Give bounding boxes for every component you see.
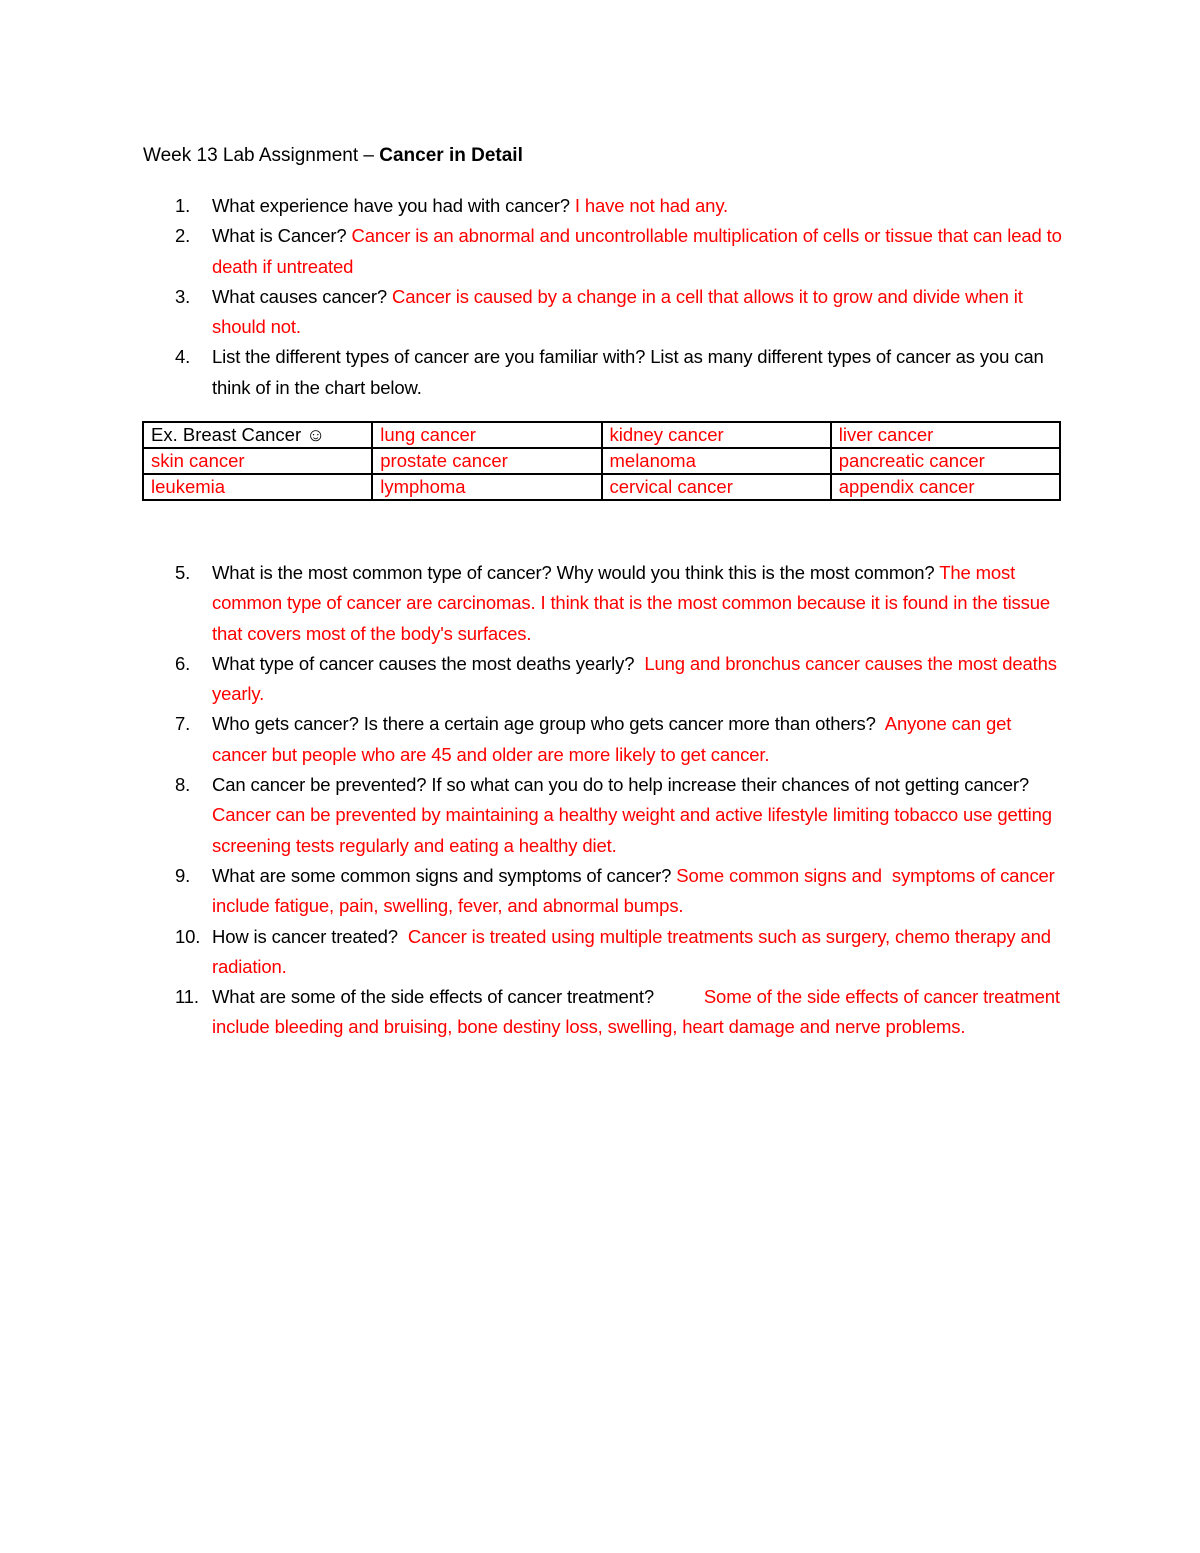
question-item — [0, 558, 1200, 649]
question-text: What type of cancer causes the most deaths yearly? — [212, 652, 645, 674]
question-text: What are some of the side effects of cancer treatment? — [212, 986, 704, 1008]
table-cell: prostate cancer — [372, 448, 601, 474]
cancer-types-table — [142, 421, 1061, 501]
question-item — [0, 282, 1200, 343]
answer-text: Cancer is caused by a change in a cell that allows it to grow and divide when it should not. — [212, 285, 1028, 338]
answer-text: Anyone can get cancer but people who are 45 and older are more likely to get cancer. — [212, 713, 1017, 765]
question-text: How is cancer treated? — [212, 925, 408, 947]
table-row — [143, 448, 1060, 474]
question-number: 4. — [175, 346, 191, 368]
question-text: What are some common signs and symptoms of cancer? — [212, 864, 677, 886]
question-number: 2. — [175, 225, 191, 247]
question-text: What is the most common type of cancer? Why would you think this is the most common? — [212, 562, 940, 583]
question-number: 1. — [175, 195, 191, 216]
question-item — [0, 649, 1200, 710]
answer-text: I have not had any. — [574, 195, 729, 216]
question-number: 5. — [175, 562, 191, 583]
answer-text: Some of the side effects of cancer treatment include bleeding and bruising, bone destiny loss, swelling, heart damage and nerve problems. — [212, 986, 1065, 1038]
question-list-part1 — [0, 191, 1200, 403]
question-number: 11. — [175, 986, 199, 1008]
question-number: 8. — [175, 774, 191, 796]
question-number: 9. — [175, 864, 191, 886]
question-number: 3. — [175, 285, 191, 307]
question-item — [0, 342, 1200, 403]
question-number: 10. — [175, 925, 201, 947]
question-text: Who gets cancer? Is there a certain age group who gets cancer more than others? — [212, 713, 885, 735]
answer-text: Cancer is treated using multiple treatments such as surgery, chemo therapy and radiation. — [212, 925, 1056, 977]
title-prefix: Week 13 Lab Assignment – — [143, 145, 380, 166]
table-cell: kidney cancer — [602, 422, 831, 448]
table-cell: melanoma — [602, 448, 831, 474]
question-item — [0, 770, 1200, 861]
question-text: What is Cancer? — [212, 225, 352, 247]
table-row — [143, 474, 1060, 500]
table-cell: leukemia — [143, 474, 372, 500]
table-cell: lung cancer — [372, 422, 601, 448]
question-number: 6. — [175, 652, 191, 674]
question-text: What causes cancer? — [212, 285, 393, 307]
question-text: Can cancer be prevented? If so what can you do to help increase their chances of not getting cancer? — [212, 774, 1079, 796]
question-item — [0, 221, 1200, 282]
answer-text: The most common type of cancer are carcinomas. I think that is the most common because it is found in the tissue that covers most of the body's surfaces. — [212, 562, 1056, 644]
answer-text: Cancer is an abnormal and uncontrollable multiplication of cells or tissue that can lead to death if untreated — [212, 225, 1067, 277]
question-number: 7. — [175, 713, 191, 735]
table-cell-example: Ex. Breast Cancer ☺ — [143, 422, 372, 448]
assignment-title — [143, 143, 523, 169]
question-item — [0, 922, 1200, 983]
title-topic: Cancer in Detail — [379, 145, 523, 166]
answer-text: Cancer can be prevented by maintaining a healthy weight and active lifestyle limiting tobacco use getting screening tests regularly and eating a healthy diet. — [212, 804, 1057, 856]
question-item — [0, 861, 1200, 922]
table-cell: pancreatic cancer — [831, 448, 1060, 474]
table-cell: appendix cancer — [831, 474, 1060, 500]
question-item — [0, 191, 1200, 221]
question-text: What experience have you had with cancer? — [212, 195, 575, 216]
answer-text: Lung and bronchus cancer causes the most deaths yearly. — [212, 652, 1062, 705]
question-text: List the different types of cancer are you familiar with? List as many different types of cancer as you can think of in the chart below. — [212, 346, 1049, 398]
table-cell: skin cancer — [143, 448, 372, 474]
question-item — [0, 709, 1200, 770]
question-item — [0, 982, 1200, 1043]
table-cell: lymphoma — [372, 474, 601, 500]
answer-text: Some common signs and symptoms of cancer include fatigue, pain, swelling, fever, and abnormal bumps. — [212, 864, 1060, 917]
question-list-part2 — [0, 558, 1200, 1043]
table-row — [143, 422, 1060, 448]
table-cell: liver cancer — [831, 422, 1060, 448]
table-cell: cervical cancer — [602, 474, 831, 500]
